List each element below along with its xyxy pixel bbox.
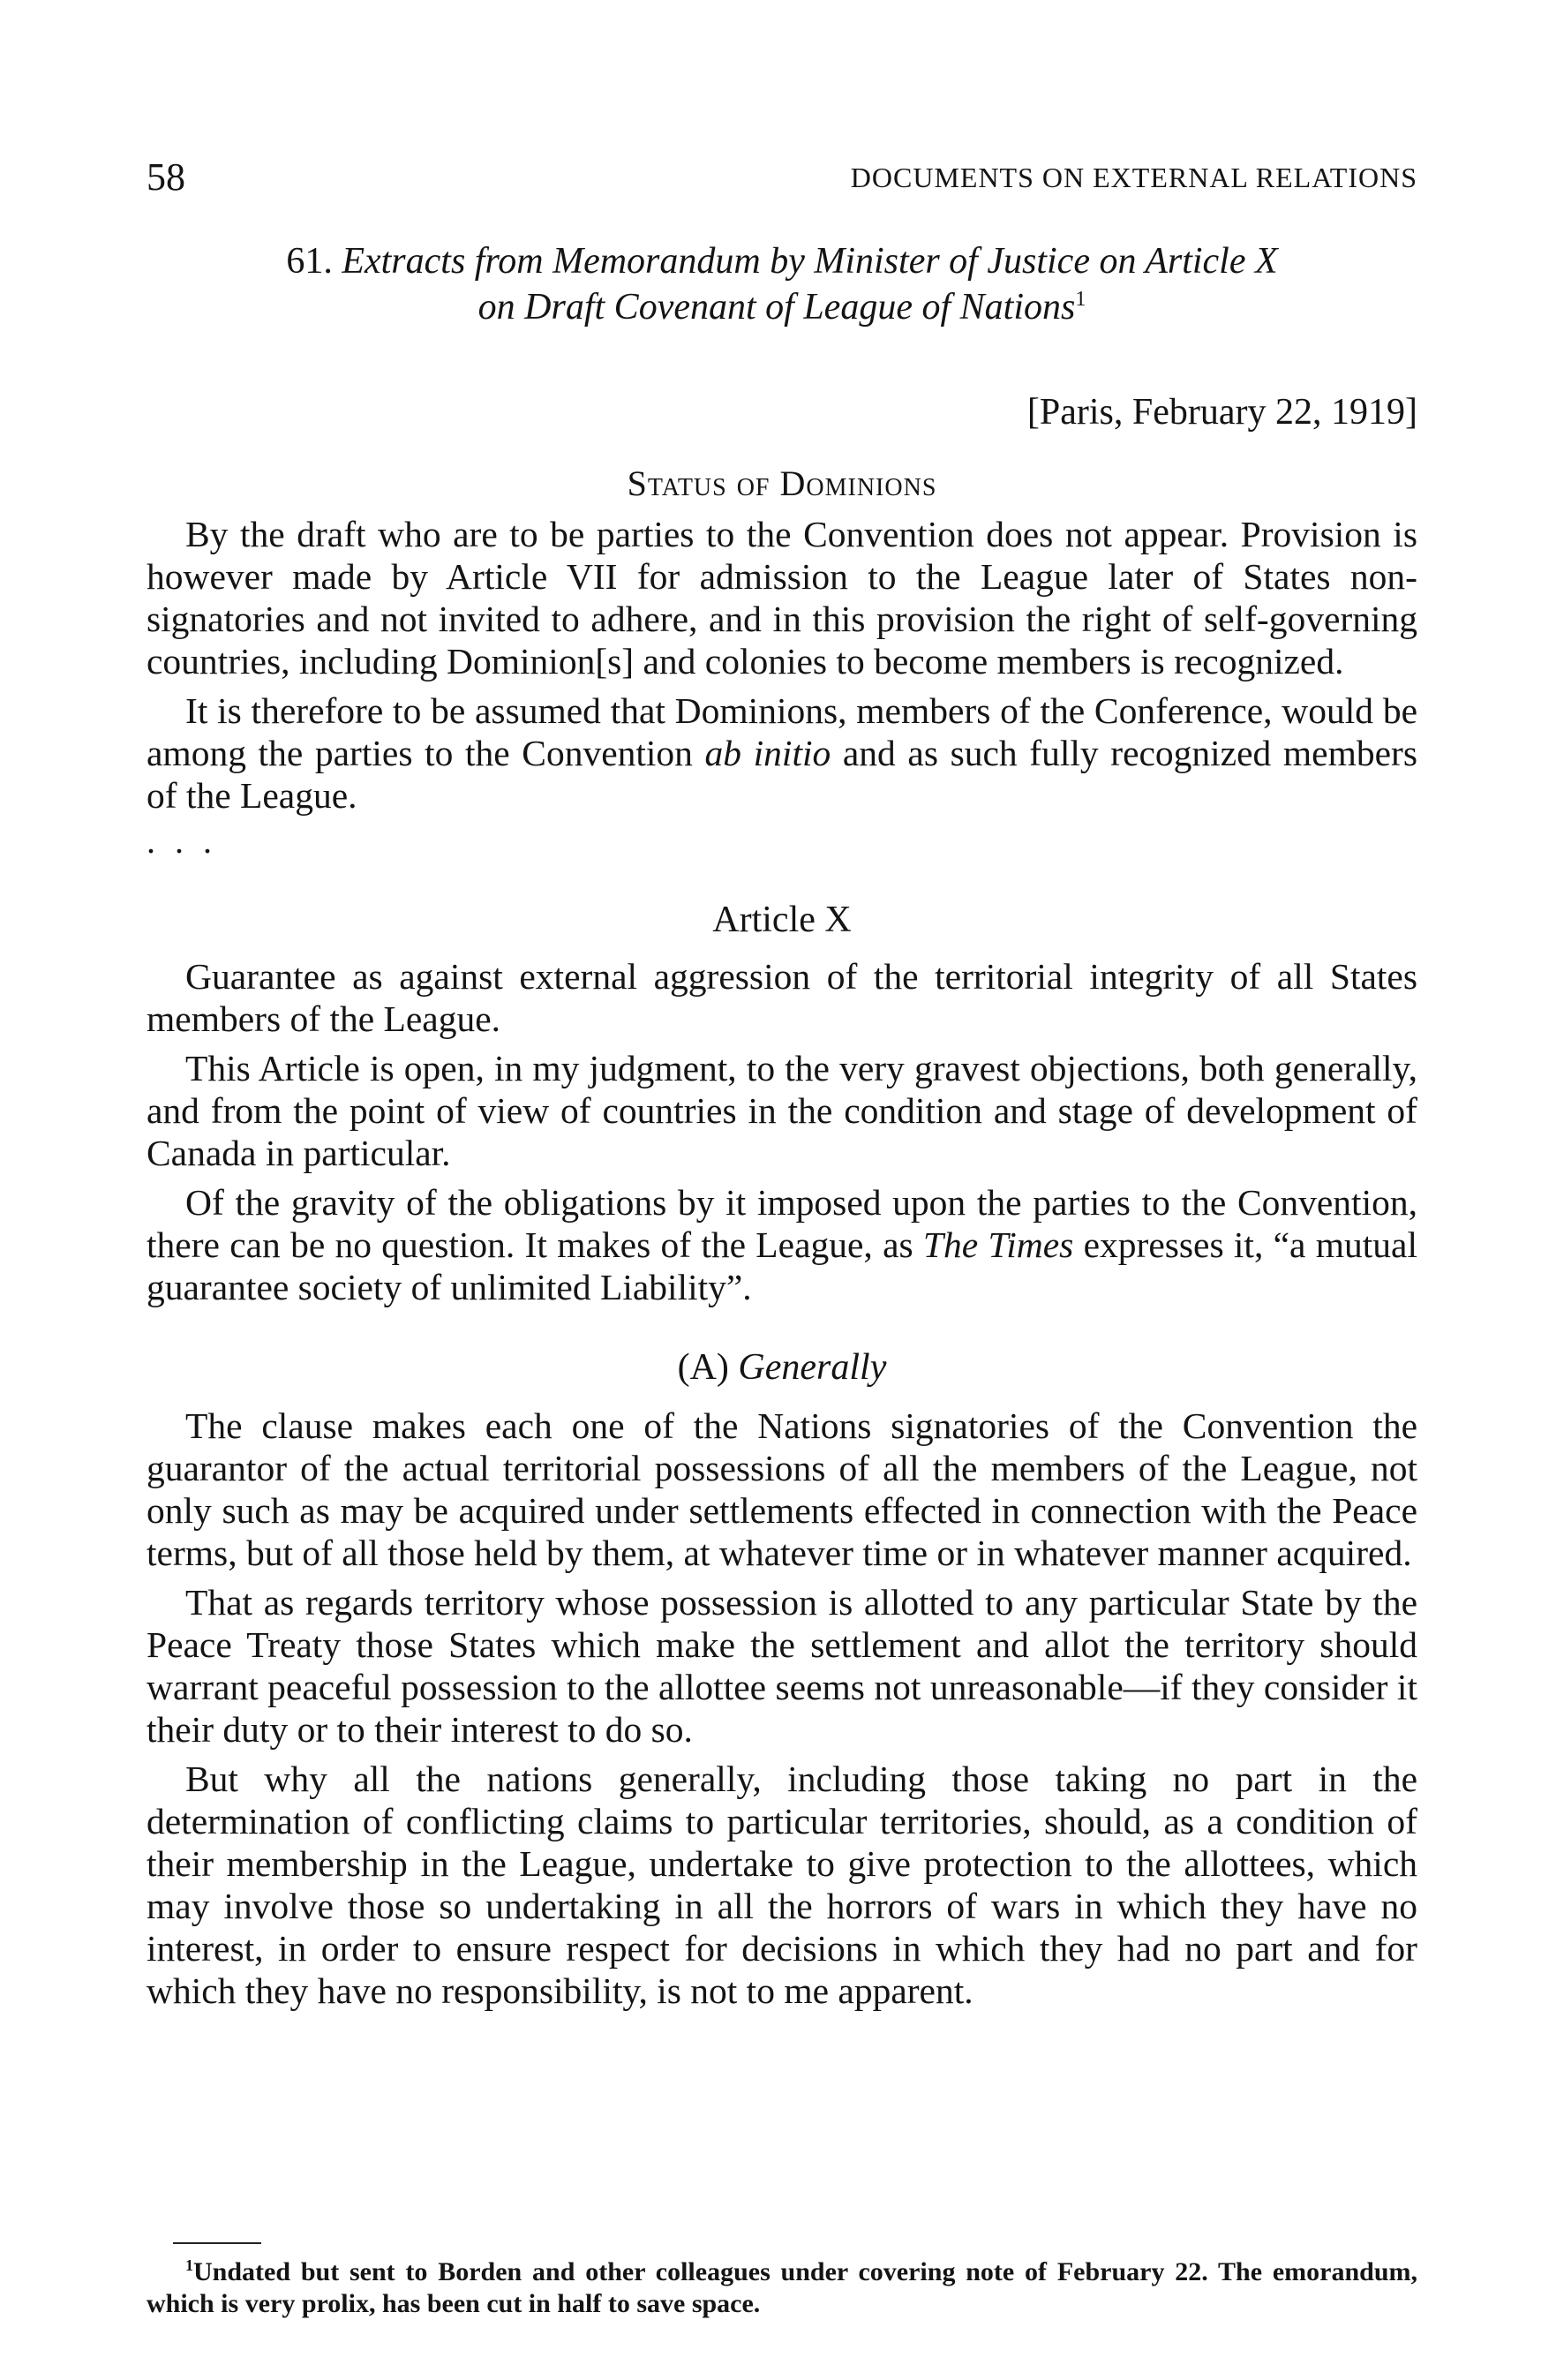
- paragraph: That as regards territory whose possession is allotted to any particular State by the Peace Treaty those States which make the settlement and allot the territory should warrant peaceful possession to the allottee seems not unreasonable—if they consider it their duty or to their interest to do so.: [147, 1582, 1417, 1750]
- running-title: DOCUMENTS ON EXTERNAL RELATIONS: [850, 162, 1417, 193]
- paragraph: The clause makes each one of the Nations signatories of the Convention the guarantor of the actual territorial possessions of all the members of the League, not only such as may be acquired under settlements effected in connection with the Peace terms, but of all those held by them, at whatever time or in whatever manner acquired.: [147, 1405, 1417, 1573]
- footnote: [147, 2256, 1417, 2320]
- article-x-section: [147, 899, 1417, 1308]
- document-number: 61.: [286, 241, 333, 282]
- page-number: 58: [147, 155, 185, 199]
- section-heading-status: Status of Dominions: [627, 463, 937, 503]
- paragraph: Guarantee as against external aggression of the territorial integrity of all States members of the League.: [147, 956, 1417, 1039]
- paragraph: But why all the nations generally, including those taking no part in the determination of conflicting claims to particular territories, should, as a condition of their membership in the League, undertake to give protection to the allottees, which may involve those so undertaking in all the horrors of wars in which they have no interest, in order to ensure respect for decisions in which they had no part and for which they have no responsibility, is not to me apparent.: [147, 1759, 1417, 2011]
- paragraph-ab-initio: It is therefore to be assumed that Dominions, members of the Conference, would be among the parties to the Convention ab initio and as such fully recognized members of the League.: [147, 690, 1418, 816]
- status-of-dominions-section: [147, 463, 1417, 862]
- title-line-1: Extracts from Memorandum by Minister of Justice on Article X: [342, 241, 1278, 282]
- paragraph-the-times: Of the gravity of the obligations by it imposed upon the parties to the Convention, there can be no question. It makes of the League, as The Times expresses it, “a mutual guarantee society of unlimited Liability”.: [147, 1182, 1417, 1307]
- generally-section: [147, 1346, 1417, 2012]
- italic-the-times: The Times: [922, 1224, 1074, 1265]
- title-footnote-marker: 1: [1075, 288, 1086, 311]
- dateline: [Paris, February 22, 1919]: [1026, 392, 1417, 433]
- paragraph: This Article is open, in my judgment, to the very gravest objections, both generally, and from the point of view of countries in the condition and stage of development of Canada in particular.: [147, 1048, 1417, 1173]
- footnote-marker: 1: [185, 2256, 193, 2274]
- italic-ab-initio: ab initio: [704, 733, 831, 773]
- footnote-text: Undated but sent to Borden and other colleagues under covering note of February 22. The emorandum, which is very prolix, has been cut in half to save space.: [147, 2257, 1417, 2318]
- section-heading-generally: (A) Generally: [677, 1347, 887, 1388]
- ellipsis: . . .: [147, 821, 217, 861]
- document-title: [147, 238, 1417, 330]
- running-header: [147, 154, 1417, 207]
- section-heading-article-x: Article X: [712, 900, 852, 940]
- paragraph: By the draft who are to be parties to the Convention does not appear. Provision is however made by Article VII for admission to the League later of States non-signatories and not invited to adhere, and in this provision the right of self-governing countries, including Dominion[s] and colonies to become members is recognized.: [147, 514, 1417, 682]
- title-line-2: on Draft Covenant of League of Nations: [477, 287, 1076, 328]
- footnote-divider: [173, 2242, 261, 2244]
